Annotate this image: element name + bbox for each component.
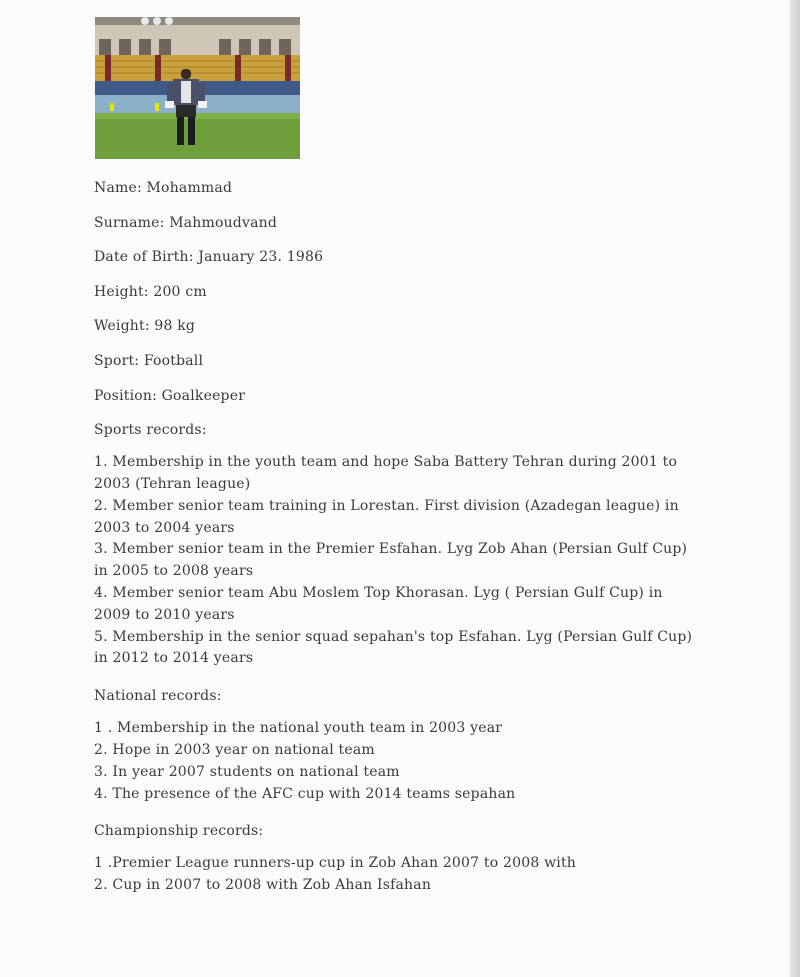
national-records-list	[94, 718, 694, 805]
championship-records-heading: Championship records:	[94, 823, 264, 840]
info-field: Height: 200 cm	[94, 283, 207, 300]
championship-record-item: 1 .Premier League runners-up cup in Zob Ahan 2007 to 2008 with	[94, 855, 576, 872]
sports-record-item: 3. Member senior team in the Premier Esfahan. Lyg Zob Ahan (Persian Gulf Cup) in 2005 to 2008 years	[94, 541, 688, 580]
info-field: Sport: Football	[94, 352, 204, 369]
sports-record-item: 4. Member senior team Abu Moslem Top Khorasan. Lyg ( Persian Gulf Cup) in 2009 to 2010 years	[94, 584, 663, 623]
info-field: Position: Goalkeeper	[94, 387, 246, 404]
national-record-item: 1 . Membership in the national youth team in 2003 year	[94, 720, 503, 737]
info-field: Name: Mohammad	[94, 180, 233, 196]
stadium-image	[95, 17, 300, 159]
national-record-item: 4. The presence of the AFC cup with 2014 teams sepahan	[94, 785, 516, 802]
national-record-item: 3. In year 2007 students on national team	[94, 763, 400, 780]
sports-record-item: 5. Membership in the senior squad sepahan's top Esfahan. Lyg (Persian Gulf Cup) in 2012 to 2014 years	[94, 628, 693, 667]
national-record-item: 2. Hope in 2003 year on national team	[94, 741, 375, 758]
sports-record-item: 1. Membership in the youth team and hope Saba Battery Tehran during 2001 to 2003 (Tehran league)	[94, 454, 678, 492]
sports-record-item: 2. Member senior team training in Lorestan. First division (Azadegan league) in 2003 to 2004 years	[94, 497, 679, 536]
goalkeeper-photo	[95, 17, 300, 159]
championship-record-item: 2. Cup in 2007 to 2008 with Zob Ahan Isfahan	[94, 877, 432, 894]
national-records-heading: National records:	[94, 688, 222, 705]
sports-records-heading: Sports records:	[94, 422, 207, 439]
info-field: Weight: 98 kg	[94, 318, 196, 335]
info-field: Surname: Mahmoudvand	[94, 214, 278, 231]
personal-info	[94, 178, 694, 406]
championship-records-list	[94, 853, 694, 897]
info-field: Date of Birth: January 23. 1986	[94, 249, 324, 266]
page-edge	[790, 0, 800, 977]
profile-text	[94, 178, 694, 897]
sports-records-list	[94, 452, 694, 670]
